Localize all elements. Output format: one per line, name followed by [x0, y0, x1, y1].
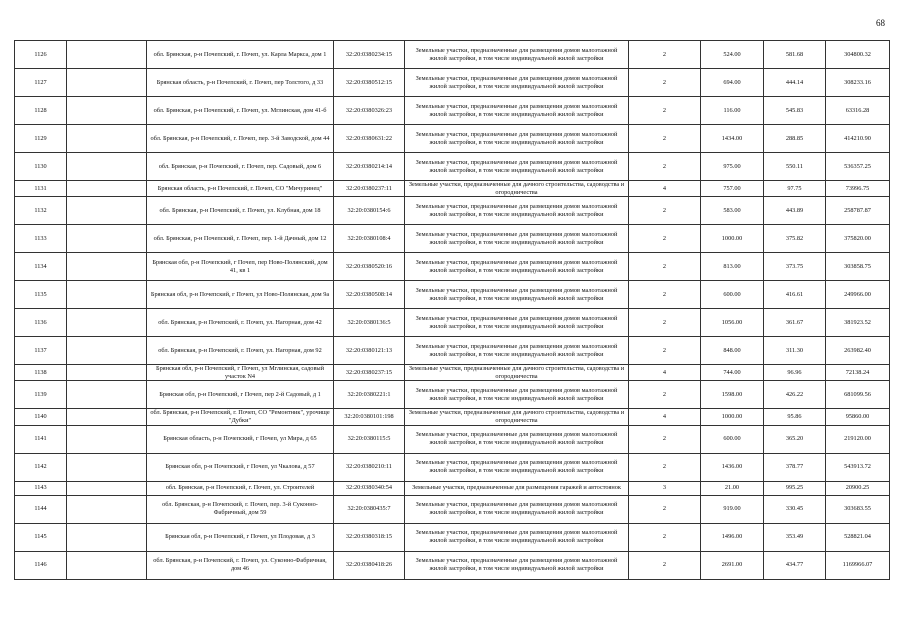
row-specific-value: 550.11: [764, 153, 826, 181]
row-address: обл. Брянская, р-н Почепский, г. Почеп, ул. Мглинская, дом 41-б: [147, 97, 334, 125]
row-group: 4: [629, 365, 701, 381]
row-cadastral-value: 263982.40: [826, 337, 890, 365]
row-address: обл. Брянская, р-н Почепский, г. Почеп, СО "Ремонтник", урочище "Дубки": [147, 409, 334, 425]
row-number: 1126: [15, 41, 67, 69]
row-address: обл. Брянская, р-н Почепский, г. Почеп, ул. Нагорная, дом 42: [147, 309, 334, 337]
row-area: 813.00: [701, 253, 764, 281]
row-area: 1000.00: [701, 409, 764, 425]
row-group: 4: [629, 409, 701, 425]
row-area: 848.00: [701, 337, 764, 365]
row-spacer: [67, 337, 147, 365]
row-specific-value: 311.30: [764, 337, 826, 365]
row-cadastral-number: 32:20:0380520:16: [334, 253, 405, 281]
row-land-use: Земельные участки, предназначенные для дачного строительства, садоводства и огородничества: [405, 181, 629, 197]
row-cadastral-value: 304800.32: [826, 41, 890, 69]
row-group: 2: [629, 97, 701, 125]
table-row: [15, 69, 890, 97]
row-cadastral-number: 32:20:0380234:15: [334, 41, 405, 69]
row-number: 1129: [15, 125, 67, 153]
row-specific-value: 378.77: [764, 453, 826, 481]
row-address: Брянская обл, р-н Почепский, г Почеп, ул Мглинская, садовый участок N4: [147, 365, 334, 381]
land-registry-table: [14, 40, 890, 580]
row-specific-value: 97.75: [764, 181, 826, 197]
row-land-use: Земельные участки, предназначенные для размещения домов малоэтажной жилой застройки, в том числе индивидуальной жилой застройки: [405, 41, 629, 69]
row-land-use: Земельные участки, предназначенные для размещения домов малоэтажной жилой застройки, в том числе индивидуальной жилой застройки: [405, 253, 629, 281]
row-spacer: [67, 495, 147, 523]
table-row: [15, 425, 890, 453]
row-cadastral-number: 32:20:0380237:11: [334, 181, 405, 197]
row-spacer: [67, 365, 147, 381]
row-number: 1133: [15, 225, 67, 253]
row-cadastral-number: 32:20:0380508:14: [334, 281, 405, 309]
row-spacer: [67, 97, 147, 125]
row-address: Брянская обл, р-н Почепский, г Почеп, пер 2-й Садовый, д 1: [147, 381, 334, 409]
row-specific-value: 995.25: [764, 481, 826, 495]
row-cadastral-value: 536357.25: [826, 153, 890, 181]
row-specific-value: 288.85: [764, 125, 826, 153]
row-spacer: [67, 453, 147, 481]
row-spacer: [67, 225, 147, 253]
table-row: [15, 409, 890, 425]
row-cadastral-value: 219120.00: [826, 425, 890, 453]
row-specific-value: 365.20: [764, 425, 826, 453]
row-address: обл. Брянская, р-н Почепский, г. Почеп, пер. Садовый, дом 6: [147, 153, 334, 181]
table-row: [15, 495, 890, 523]
table-row: [15, 523, 890, 551]
row-spacer: [67, 425, 147, 453]
row-cadastral-number: 32:20:0380418:26: [334, 551, 405, 579]
row-cadastral-value: 414210.90: [826, 125, 890, 153]
row-area: 116.00: [701, 97, 764, 125]
row-number: 1145: [15, 523, 67, 551]
row-group: 2: [629, 153, 701, 181]
row-spacer: [67, 69, 147, 97]
row-specific-value: 581.68: [764, 41, 826, 69]
table-row: [15, 197, 890, 225]
row-cadastral-number: 32:20:0380631:22: [334, 125, 405, 153]
row-cadastral-number: 32:20:0380108:4: [334, 225, 405, 253]
row-number: 1135: [15, 281, 67, 309]
row-group: 2: [629, 523, 701, 551]
row-land-use: Земельные участки, предназначенные для размещения домов малоэтажной жилой застройки, в том числе индивидуальной жилой застройки: [405, 153, 629, 181]
row-cadastral-value: 681099.56: [826, 381, 890, 409]
row-land-use: Земельные участки, предназначенные для размещения домов малоэтажной жилой застройки, в том числе индивидуальной жилой застройки: [405, 69, 629, 97]
row-spacer: [67, 523, 147, 551]
table-row: [15, 253, 890, 281]
row-number: 1131: [15, 181, 67, 197]
table-row: [15, 551, 890, 579]
row-cadastral-number: 32:20:0380121:13: [334, 337, 405, 365]
page-number: 68: [876, 18, 885, 28]
row-group: 2: [629, 41, 701, 69]
row-group: 2: [629, 69, 701, 97]
row-area: 1436.00: [701, 453, 764, 481]
row-cadastral-number: 32:20:0380214:14: [334, 153, 405, 181]
row-group: 2: [629, 225, 701, 253]
row-group: 3: [629, 481, 701, 495]
row-spacer: [67, 409, 147, 425]
row-number: 1142: [15, 453, 67, 481]
row-spacer: [67, 153, 147, 181]
row-cadastral-number: 32:20:0380340:54: [334, 481, 405, 495]
table-row: [15, 97, 890, 125]
row-spacer: [67, 309, 147, 337]
row-land-use: Земельные участки, предназначенные для дачного строительства, садоводства и огородничества: [405, 409, 629, 425]
row-spacer: [67, 253, 147, 281]
row-number: 1137: [15, 337, 67, 365]
row-area: 1496.00: [701, 523, 764, 551]
row-group: 2: [629, 197, 701, 225]
row-number: 1141: [15, 425, 67, 453]
row-area: 583.00: [701, 197, 764, 225]
row-land-use: Земельные участки, предназначенные для дачного строительства, садоводства и огородничества: [405, 365, 629, 381]
row-area: 2691.00: [701, 551, 764, 579]
row-specific-value: 434.77: [764, 551, 826, 579]
row-cadastral-value: 303683.55: [826, 495, 890, 523]
row-address: обл. Брянская, р-н Почепский, г. Почеп, пер. 3-й Заводской, дом 44: [147, 125, 334, 153]
row-spacer: [67, 197, 147, 225]
row-area: 694.00: [701, 69, 764, 97]
row-address: обл. Брянская, р-н Почепский, г. Почеп, ул. Клубная, дом 18: [147, 197, 334, 225]
row-cadastral-number: 32:20:0380210:11: [334, 453, 405, 481]
row-specific-value: 443.89: [764, 197, 826, 225]
row-number: 1136: [15, 309, 67, 337]
row-area: 600.00: [701, 425, 764, 453]
row-land-use: Земельные участки, предназначенные для размещения домов малоэтажной жилой застройки, в том числе индивидуальной жилой застройки: [405, 197, 629, 225]
row-group: 2: [629, 281, 701, 309]
row-cadastral-value: 1169966.07: [826, 551, 890, 579]
row-specific-value: 373.75: [764, 253, 826, 281]
table-row: [15, 381, 890, 409]
row-group: 2: [629, 309, 701, 337]
row-cadastral-number: 32:20:0380435:7: [334, 495, 405, 523]
row-address: Брянская область, р-н Почепский, г Почеп, ул Мира, д 65: [147, 425, 334, 453]
row-group: 2: [629, 125, 701, 153]
row-land-use: Земельные участки, предназначенные для размещения домов малоэтажной жилой застройки, в том числе индивидуальной жилой застройки: [405, 309, 629, 337]
row-address: обл. Брянская, р-н Почепский, г. Почеп, ул. Нагорная, дом 92: [147, 337, 334, 365]
table-row: [15, 365, 890, 381]
row-number: 1128: [15, 97, 67, 125]
table-row: [15, 481, 890, 495]
row-cadastral-value: 308233.16: [826, 69, 890, 97]
row-address: обл. Брянская, р-н Почепский, г. Почеп, пер. 1-й Дачный, дом 12: [147, 225, 334, 253]
row-cadastral-value: 258787.87: [826, 197, 890, 225]
row-number: 1143: [15, 481, 67, 495]
table-row: [15, 309, 890, 337]
row-group: 2: [629, 381, 701, 409]
row-cadastral-value: 375820.00: [826, 225, 890, 253]
row-group: 2: [629, 337, 701, 365]
table-row: [15, 337, 890, 365]
row-number: 1139: [15, 381, 67, 409]
row-group: 2: [629, 425, 701, 453]
row-specific-value: 96.96: [764, 365, 826, 381]
row-specific-value: 353.49: [764, 523, 826, 551]
row-cadastral-value: 303858.75: [826, 253, 890, 281]
table-row: [15, 125, 890, 153]
row-cadastral-number: 32:20:0380237:15: [334, 365, 405, 381]
table-row: [15, 225, 890, 253]
row-cadastral-number: 32:20:0380326:23: [334, 97, 405, 125]
row-spacer: [67, 381, 147, 409]
row-area: 21.00: [701, 481, 764, 495]
row-specific-value: 375.82: [764, 225, 826, 253]
row-area: 1434.00: [701, 125, 764, 153]
row-area: 975.00: [701, 153, 764, 181]
row-cadastral-value: 249966.00: [826, 281, 890, 309]
row-number: 1134: [15, 253, 67, 281]
row-cadastral-value: 543913.72: [826, 453, 890, 481]
table-row: [15, 153, 890, 181]
row-cadastral-value: 528821.04: [826, 523, 890, 551]
row-spacer: [67, 41, 147, 69]
row-land-use: Земельные участки, предназначенные для размещения гаражей и автостоянок: [405, 481, 629, 495]
row-specific-value: 426.22: [764, 381, 826, 409]
row-area: 1000.00: [701, 225, 764, 253]
row-group: 2: [629, 253, 701, 281]
row-cadastral-value: 63316.28: [826, 97, 890, 125]
table-row: [15, 41, 890, 69]
row-land-use: Земельные участки, предназначенные для размещения домов малоэтажной жилой застройки, в том числе индивидуальной жилой застройки: [405, 97, 629, 125]
row-area: 1598.00: [701, 381, 764, 409]
row-address: Брянская обл, р-н Почепский, г Почеп, ул Плодовая, д 3: [147, 523, 334, 551]
row-cadastral-number: 32:20:0380221:1: [334, 381, 405, 409]
row-land-use: Земельные участки, предназначенные для размещения домов малоэтажной жилой застройки, в том числе индивидуальной жилой застройки: [405, 523, 629, 551]
row-cadastral-value: 95860.00: [826, 409, 890, 425]
row-area: 524.00: [701, 41, 764, 69]
row-group: 2: [629, 495, 701, 523]
row-address: обл. Брянская, р-н Почепский, г. Почеп, ул. Карла Маркса, дом 1: [147, 41, 334, 69]
row-number: 1130: [15, 153, 67, 181]
row-address: обл. Брянская, р-н Почепский, г. Почеп, ул. Суконно-Фабричная, дом 46: [147, 551, 334, 579]
row-land-use: Земельные участки, предназначенные для размещения домов малоэтажной жилой застройки, в том числе индивидуальной жилой застройки: [405, 495, 629, 523]
row-specific-value: 95.86: [764, 409, 826, 425]
row-cadastral-number: 32:20:0380136:5: [334, 309, 405, 337]
row-cadastral-value: 20900.25: [826, 481, 890, 495]
table-body: [15, 41, 890, 580]
row-land-use: Земельные участки, предназначенные для размещения домов малоэтажной жилой застройки, в том числе индивидуальной жилой застройки: [405, 425, 629, 453]
row-group: 2: [629, 551, 701, 579]
row-spacer: [67, 125, 147, 153]
row-land-use: Земельные участки, предназначенные для размещения домов малоэтажной жилой застройки, в том числе индивидуальной жилой застройки: [405, 551, 629, 579]
row-spacer: [67, 551, 147, 579]
row-area: 744.00: [701, 365, 764, 381]
row-spacer: [67, 181, 147, 197]
row-cadastral-value: 72138.24: [826, 365, 890, 381]
row-area: 757.00: [701, 181, 764, 197]
row-number: 1132: [15, 197, 67, 225]
row-address: Брянская обл, р-н Почепский, г Почеп, пер Ново-Полянский, дом 41, кв 1: [147, 253, 334, 281]
row-spacer: [67, 281, 147, 309]
row-number: 1146: [15, 551, 67, 579]
row-land-use: Земельные участки, предназначенные для размещения домов малоэтажной жилой застройки, в том числе индивидуальной жилой застройки: [405, 225, 629, 253]
row-land-use: Земельные участки, предназначенные для размещения домов малоэтажной жилой застройки, в том числе индивидуальной жилой застройки: [405, 453, 629, 481]
row-land-use: Земельные участки, предназначенные для размещения домов малоэтажной жилой застройки, в том числе индивидуальной жилой застройки: [405, 125, 629, 153]
row-address: обл. Брянская, р-н Почепский, г. Почеп, пер. 3-й Суконно-Фабричный, дом 59: [147, 495, 334, 523]
row-specific-value: 444.14: [764, 69, 826, 97]
row-address: Брянская область, р-н Почепский, г. Почеп, пер Толстого, д 33: [147, 69, 334, 97]
row-area: 919.00: [701, 495, 764, 523]
row-cadastral-number: 32:20:0380318:15: [334, 523, 405, 551]
row-cadastral-number: 32:20:0380101:198: [334, 409, 405, 425]
row-number: 1140: [15, 409, 67, 425]
row-land-use: Земельные участки, предназначенные для размещения домов малоэтажной жилой застройки, в том числе индивидуальной жилой застройки: [405, 281, 629, 309]
row-number: 1138: [15, 365, 67, 381]
row-land-use: Земельные участки, предназначенные для размещения домов малоэтажной жилой застройки, в том числе индивидуальной жилой застройки: [405, 381, 629, 409]
row-specific-value: 330.45: [764, 495, 826, 523]
row-group: 2: [629, 453, 701, 481]
row-cadastral-number: 32:20:0380154:6: [334, 197, 405, 225]
row-number: 1127: [15, 69, 67, 97]
row-address: Брянская обл, р-н Почепский, г Почеп, ул Ново-Полянская, дом 9а: [147, 281, 334, 309]
row-land-use: Земельные участки, предназначенные для размещения домов малоэтажной жилой застройки, в том числе индивидуальной жилой застройки: [405, 337, 629, 365]
row-specific-value: 361.67: [764, 309, 826, 337]
row-address: обл. Брянская, р-н Почепский, г. Почеп, ул. Строителей: [147, 481, 334, 495]
row-cadastral-number: 32:20:0380115:5: [334, 425, 405, 453]
row-area: 1056.00: [701, 309, 764, 337]
table-row: [15, 181, 890, 197]
row-specific-value: 545.83: [764, 97, 826, 125]
row-address: Брянская область, р-н Почепский, г. Почеп, СО "Мичуринец": [147, 181, 334, 197]
table-row: [15, 281, 890, 309]
row-specific-value: 416.61: [764, 281, 826, 309]
row-spacer: [67, 481, 147, 495]
row-group: 4: [629, 181, 701, 197]
row-cadastral-value: 381923.52: [826, 309, 890, 337]
row-area: 600.00: [701, 281, 764, 309]
row-address: Брянская обл, р-н Почепский, г Почеп, ул Чкалова, д 57: [147, 453, 334, 481]
row-cadastral-number: 32:20:0380512:15: [334, 69, 405, 97]
row-cadastral-value: 73996.75: [826, 181, 890, 197]
table-row: [15, 453, 890, 481]
row-number: 1144: [15, 495, 67, 523]
